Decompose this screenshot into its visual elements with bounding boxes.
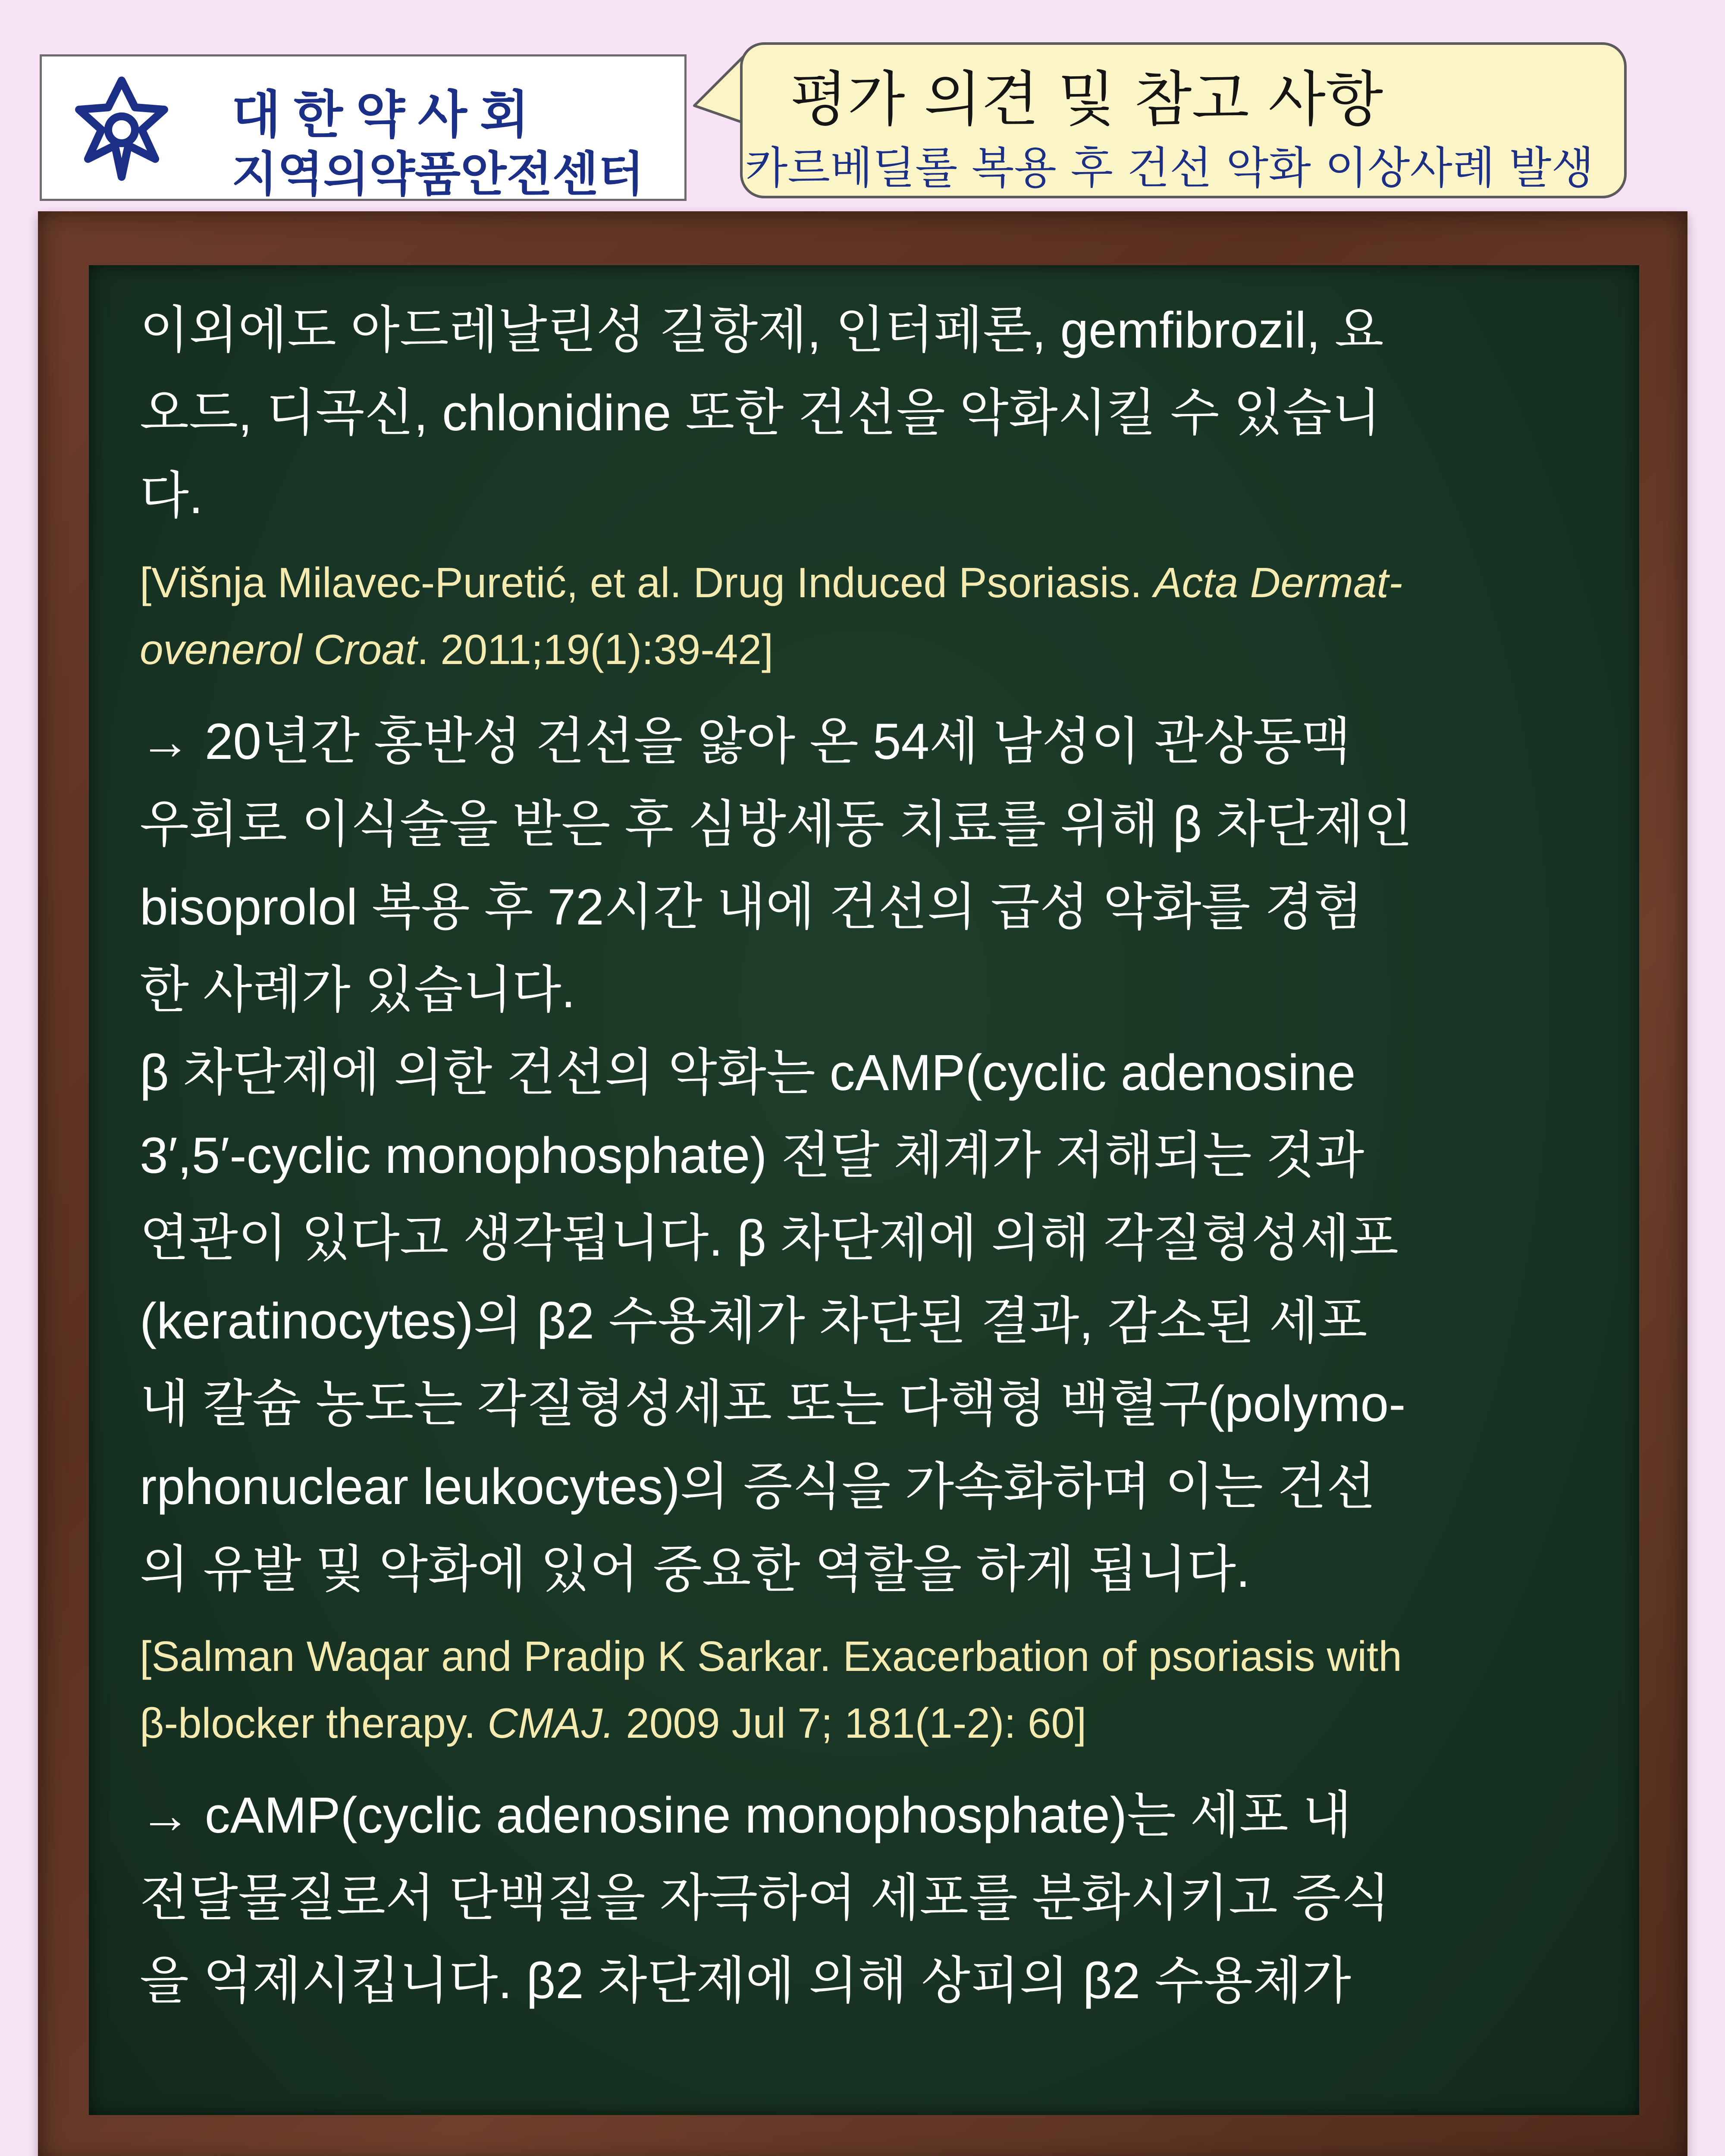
logo-box <box>40 54 687 201</box>
chalkboard-frame <box>38 211 1687 2156</box>
paragraph-2: → 20년간 홍반성 건선을 앓아 온 54세 남성이 관상동맥 우회로 이식술을 받은 후 심방세동 치료를 위해 β 차단제인 bisoprolol 복용 후 72시간 내에 건선의 급성 악화를 경험 한 사례가 있습니다. <box>140 713 1413 1018</box>
citation-2-details: 2009 Jul 7; 181(1-2): 60] <box>614 1699 1087 1747</box>
citation-1-journal: Acta Dermat- ovenerol Croat <box>140 559 1403 673</box>
citation-1 <box>140 549 1658 683</box>
logo-line-1: 대한약사회 <box>232 85 542 144</box>
page-title: 평가 의견 및 참고 사항 <box>790 65 1383 134</box>
chalkboard <box>89 265 1639 2115</box>
title-callout <box>740 42 1627 198</box>
paragraph-4: → cAMP(cyclic adenosine monophosphate)는 세포 내 전달물질로서 단백질을 자극하여 세포를 분화시키고 증식 을 억제시킵니다. β2 차단제에 의해 상피의 β2 수용체가 <box>140 1787 1390 2009</box>
page-subtitle: 카르베딜롤 복용 후 건선 악화 이상사례 발생 <box>745 143 1594 194</box>
citation-1-text: [Višnja Milavec-Puretić, et al. Drug Induced Psoriasis. <box>140 559 1154 606</box>
pharmacist-association-logo-icon <box>66 74 178 186</box>
citation-2-text: [Salman Waqar and Pradip K Sarkar. Exacerbation of psoriasis with β-blocker therapy. <box>140 1633 1402 1747</box>
chalk-icon <box>1461 2130 1616 2156</box>
logo-line-2: 지역의약품안전센터 <box>232 147 644 202</box>
citation-1-details: . 2011;19(1):39-42] <box>417 626 774 673</box>
paragraph-1: 이외에도 아드레날린성 길항제, 인터페론, gemfibrozil, 요 오드, 디곡신, chlonidine 또한 건선을 악화시킬 수 있습니 다. <box>140 302 1384 524</box>
callout-tail <box>690 52 746 125</box>
paragraph-3: β 차단제에 의한 건선의 악화는 cAMP(cyclic adenosine 3′,5′-cyclic monophosphate) 전달 체계가 저해되는 것과 연관이 있다고 생각됩니다. β 차단제에 의해 각질형성세포 (keratinocytes)의 β2 수용체가 차단된 결과, 감소된 세포 내 칼슘 농도는 각질형성세포 또는 다핵형 백혈구(polymo- rphonuclear leukocytes)의 증식을 가속화하며 이는 건선 의 유발 및 악화에 있어 중요한 역할을 하게 됩니다. <box>140 1044 1406 1598</box>
citation-2-journal: CMAJ. <box>487 1699 615 1747</box>
citation-2 <box>140 1623 1658 1757</box>
chalkboard-content <box>140 289 1658 2022</box>
